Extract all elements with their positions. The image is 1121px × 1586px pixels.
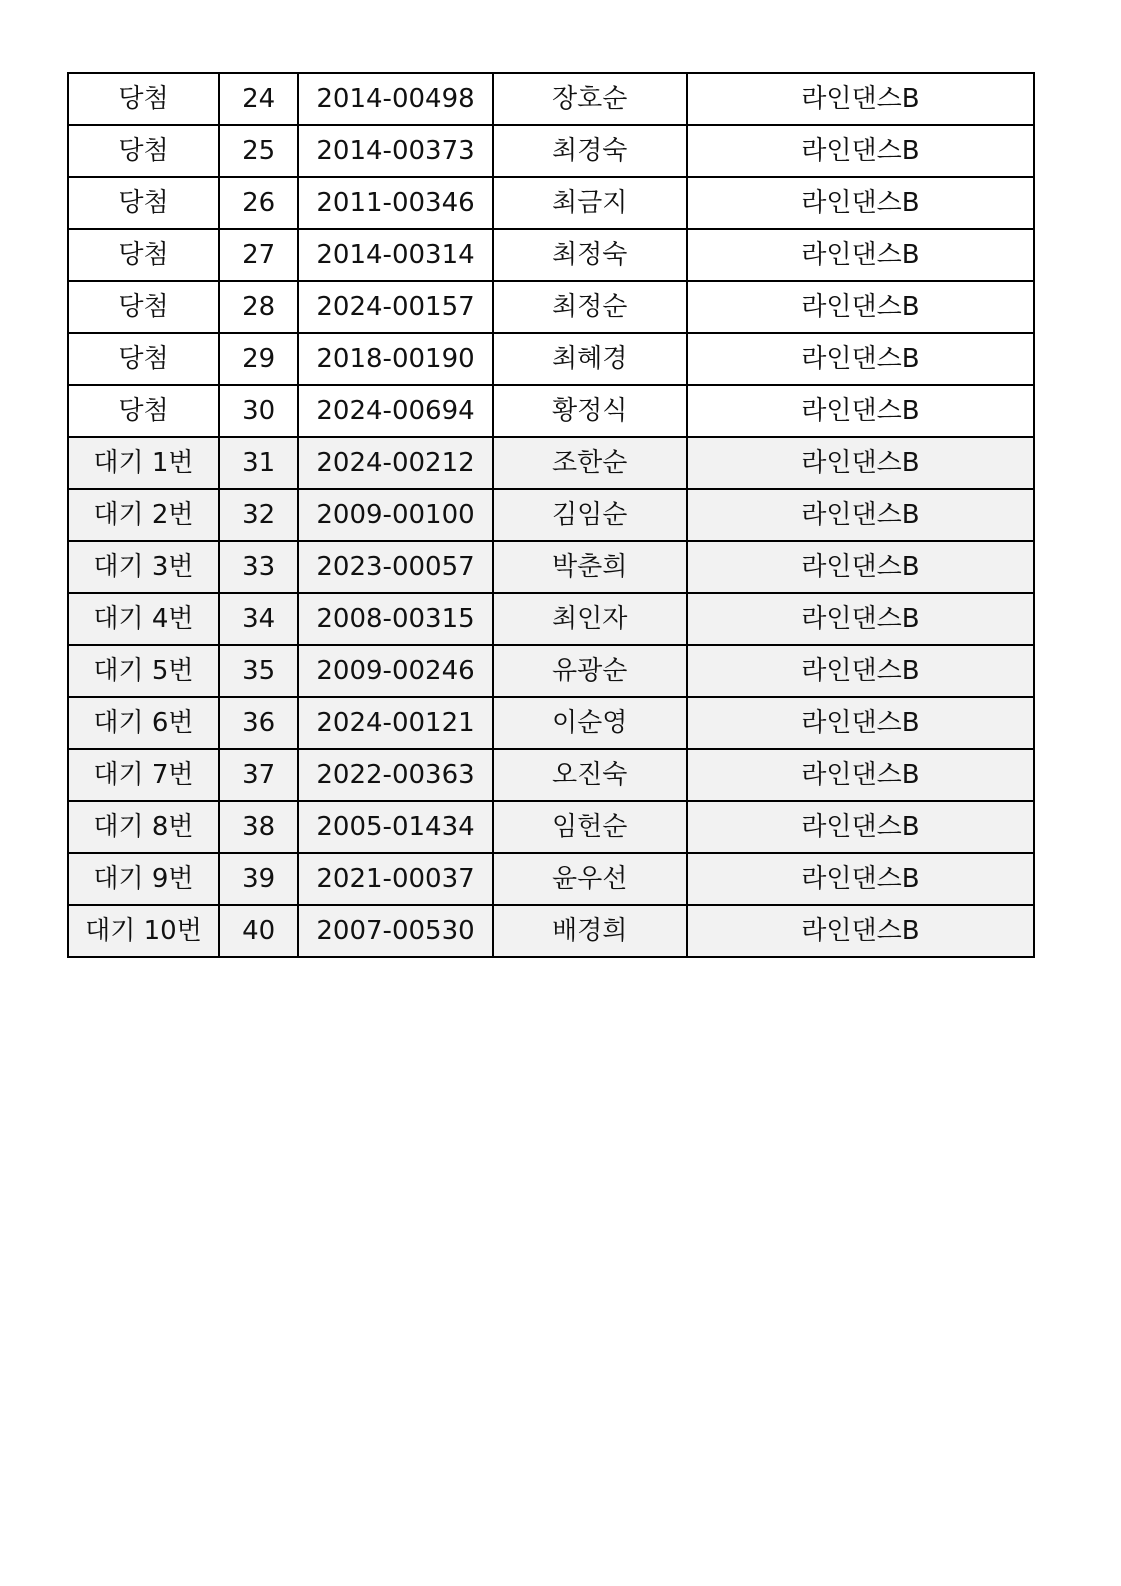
table-row xyxy=(68,593,1034,645)
table-row xyxy=(68,697,1034,749)
number-cell: 25 xyxy=(219,125,298,177)
table-row xyxy=(68,853,1034,905)
class-cell: 라인댄스B xyxy=(687,281,1034,333)
name-cell: 최정숙 xyxy=(493,229,687,281)
class-cell: 라인댄스B xyxy=(687,73,1034,125)
class-cell: 라인댄스B xyxy=(687,541,1034,593)
member-id-cell: 2023-00057 xyxy=(298,541,492,593)
number-cell: 24 xyxy=(219,73,298,125)
name-cell: 황정식 xyxy=(493,385,687,437)
class-cell: 라인댄스B xyxy=(687,385,1034,437)
class-cell: 라인댄스B xyxy=(687,853,1034,905)
status-cell: 대기 7번 xyxy=(68,749,219,801)
name-cell: 배경희 xyxy=(493,905,687,957)
status-cell: 대기 2번 xyxy=(68,489,219,541)
member-id-cell: 2008-00315 xyxy=(298,593,492,645)
status-cell: 대기 3번 xyxy=(68,541,219,593)
name-cell: 최인자 xyxy=(493,593,687,645)
lottery-results-table xyxy=(67,72,1035,958)
status-cell: 대기 4번 xyxy=(68,593,219,645)
class-cell: 라인댄스B xyxy=(687,177,1034,229)
status-cell: 대기 6번 xyxy=(68,697,219,749)
table-row xyxy=(68,177,1034,229)
class-cell: 라인댄스B xyxy=(687,645,1034,697)
member-id-cell: 2005-01434 xyxy=(298,801,492,853)
name-cell: 박춘희 xyxy=(493,541,687,593)
table-row xyxy=(68,749,1034,801)
name-cell: 김임순 xyxy=(493,489,687,541)
member-id-cell: 2024-00157 xyxy=(298,281,492,333)
table-row xyxy=(68,541,1034,593)
member-id-cell: 2018-00190 xyxy=(298,333,492,385)
number-cell: 27 xyxy=(219,229,298,281)
class-cell: 라인댄스B xyxy=(687,333,1034,385)
class-cell: 라인댄스B xyxy=(687,489,1034,541)
member-id-cell: 2007-00530 xyxy=(298,905,492,957)
number-cell: 36 xyxy=(219,697,298,749)
status-cell: 당첨 xyxy=(68,73,219,125)
name-cell: 최금지 xyxy=(493,177,687,229)
member-id-cell: 2024-00694 xyxy=(298,385,492,437)
number-cell: 29 xyxy=(219,333,298,385)
status-cell: 당첨 xyxy=(68,177,219,229)
number-cell: 32 xyxy=(219,489,298,541)
status-cell: 대기 9번 xyxy=(68,853,219,905)
status-cell: 대기 10번 xyxy=(68,905,219,957)
name-cell: 최정순 xyxy=(493,281,687,333)
number-cell: 39 xyxy=(219,853,298,905)
number-cell: 40 xyxy=(219,905,298,957)
status-cell: 당첨 xyxy=(68,385,219,437)
number-cell: 30 xyxy=(219,385,298,437)
table-row xyxy=(68,229,1034,281)
number-cell: 37 xyxy=(219,749,298,801)
status-cell: 당첨 xyxy=(68,333,219,385)
name-cell: 윤우선 xyxy=(493,853,687,905)
member-id-cell: 2009-00100 xyxy=(298,489,492,541)
member-id-cell: 2024-00121 xyxy=(298,697,492,749)
table-row xyxy=(68,801,1034,853)
table-row xyxy=(68,385,1034,437)
status-cell: 당첨 xyxy=(68,229,219,281)
table-row xyxy=(68,125,1034,177)
member-id-cell: 2014-00373 xyxy=(298,125,492,177)
table-row xyxy=(68,281,1034,333)
class-cell: 라인댄스B xyxy=(687,437,1034,489)
name-cell: 최경숙 xyxy=(493,125,687,177)
number-cell: 33 xyxy=(219,541,298,593)
status-cell: 당첨 xyxy=(68,125,219,177)
name-cell: 임헌순 xyxy=(493,801,687,853)
number-cell: 35 xyxy=(219,645,298,697)
class-cell: 라인댄스B xyxy=(687,801,1034,853)
table-body xyxy=(68,73,1034,957)
member-id-cell: 2011-00346 xyxy=(298,177,492,229)
table-row xyxy=(68,905,1034,957)
number-cell: 31 xyxy=(219,437,298,489)
name-cell: 오진숙 xyxy=(493,749,687,801)
class-cell: 라인댄스B xyxy=(687,229,1034,281)
class-cell: 라인댄스B xyxy=(687,905,1034,957)
class-cell: 라인댄스B xyxy=(687,593,1034,645)
name-cell: 최혜경 xyxy=(493,333,687,385)
name-cell: 유광순 xyxy=(493,645,687,697)
class-cell: 라인댄스B xyxy=(687,749,1034,801)
member-id-cell: 2024-00212 xyxy=(298,437,492,489)
table-row xyxy=(68,437,1034,489)
number-cell: 38 xyxy=(219,801,298,853)
status-cell: 대기 5번 xyxy=(68,645,219,697)
table-row xyxy=(68,645,1034,697)
name-cell: 조한순 xyxy=(493,437,687,489)
member-id-cell: 2014-00314 xyxy=(298,229,492,281)
class-cell: 라인댄스B xyxy=(687,125,1034,177)
class-cell: 라인댄스B xyxy=(687,697,1034,749)
status-cell: 대기 1번 xyxy=(68,437,219,489)
member-id-cell: 2009-00246 xyxy=(298,645,492,697)
status-cell: 대기 8번 xyxy=(68,801,219,853)
status-cell: 당첨 xyxy=(68,281,219,333)
number-cell: 34 xyxy=(219,593,298,645)
member-id-cell: 2014-00498 xyxy=(298,73,492,125)
number-cell: 28 xyxy=(219,281,298,333)
table-row xyxy=(68,333,1034,385)
member-id-cell: 2021-00037 xyxy=(298,853,492,905)
table-row xyxy=(68,489,1034,541)
table-row xyxy=(68,73,1034,125)
name-cell: 장호순 xyxy=(493,73,687,125)
member-id-cell: 2022-00363 xyxy=(298,749,492,801)
name-cell: 이순영 xyxy=(493,697,687,749)
number-cell: 26 xyxy=(219,177,298,229)
